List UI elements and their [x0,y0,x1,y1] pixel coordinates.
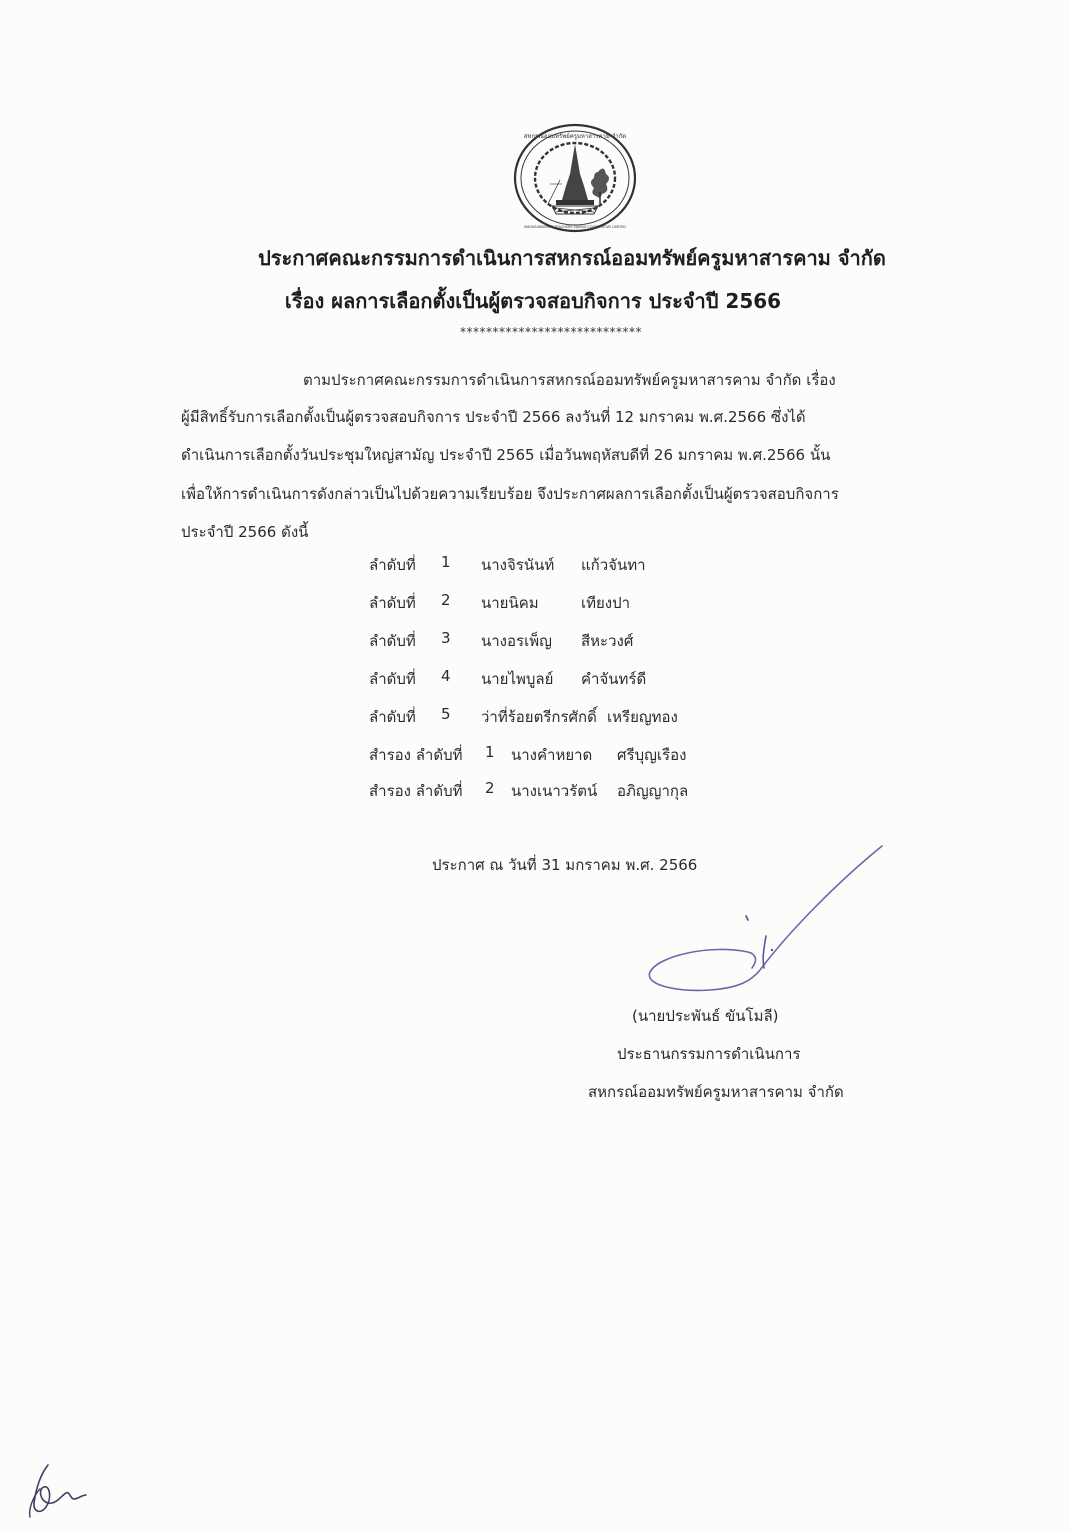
rank-label: ลำดับที่ [369,708,416,726]
first-name: นายนิคม [481,594,539,612]
signatory-name: (นายประพันธ์ ขันโมลี) [632,1007,779,1025]
seal-subtext: MAHASARAKHAM TEACHERS SAVING COOPERATIVE LIMITED [524,225,626,229]
last-name: สีหะวงศ์ [581,632,634,650]
first-name: นายไพบูลย์ [481,670,554,688]
separator-line: **************************** [460,325,642,339]
rank-label: ลำดับที่ [369,556,416,574]
signature-mark [640,840,890,1000]
announce-date: ประกาศ ณ วันที่ 31 มกราคม พ.ศ. 2566 [432,856,698,874]
first-name: นางคำหยาด [511,746,593,764]
rank-number: 5 [441,705,451,723]
body-line-2: ผู้มีสิทธิ์รับการเลือกตั้งเป็นผู้ตรวจสอบกิจการ ประจำปี 2566 ลงวันที่ 12 มกราคม พ.ศ.2566 ซึ่งได้ [181,408,806,426]
signatory-position: ประธานกรรมการดำเนินการ [617,1045,801,1063]
last-name: เทียงปา [581,594,631,612]
rank-number: 3 [441,629,451,647]
reserve-label: สำรอง ลำดับที่ [369,782,463,800]
body-line-4: เพื่อให้การดำเนินการดังกล่าวเป็นไปด้วยความเรียบร้อย จึงประกาศผลการเลือกตั้งเป็นผู้ตรวจสอบกิจการ [181,485,839,503]
last-name: แก้วจันทา [581,556,646,574]
announcement-subject: เรื่อง ผลการเลือกตั้งเป็นผู้ตรวจสอบกิจการ ประจำปี 2566 [284,289,782,313]
rank-number: 2 [441,591,451,609]
body-line-5: ประจำปี 2566 ดังนี้ [181,523,309,541]
rank-label: ลำดับที่ [369,632,416,650]
handwritten-initials [18,1455,98,1525]
reserve-number: 1 [485,743,495,761]
last-name: อภิญญากุล [617,782,689,800]
last-name: คำจันทร์ดี [581,670,647,688]
last-name: ศรีบุญเรือง [617,746,687,764]
first-name: ว่าที่ร้อยตรีกรศักดิ์ [481,708,597,726]
reserve-label: สำรอง ลำดับที่ [369,746,463,764]
first-name: นางอรเพ็ญ [481,632,552,650]
cooperative-seal-logo [512,122,638,234]
last-name: เหรียญทอง [607,708,678,726]
first-name: นางเนาวรัตน์ [511,782,598,800]
body-line-1: ตามประกาศคณะกรรมการดำเนินการสหกรณ์ออมทรัพย์ครูมหาสารคาม จำกัด เรื่อง [303,371,836,389]
reserve-number: 2 [485,779,495,797]
first-name: นางจิรนันท์ [481,556,555,574]
signatory-organization: สหกรณ์ออมทรัพย์ครูมหาสารคาม จำกัด [588,1083,844,1101]
rank-label: ลำดับที่ [369,594,416,612]
seal-text: สหกรณ์ออมทรัพย์ครูมหาสารคาม จำกัด [523,133,627,140]
rank-number: 4 [441,667,451,685]
body-line-3: ดำเนินการเลือกตั้งวันประชุมใหญ่สามัญ ประจำปี 2565 เมื่อวันพฤหัสบดีที่ 26 มกราคม พ.ศ.2566 นั้น [181,446,831,464]
announcement-title: ประกาศคณะกรรมการดำเนินการสหกรณ์ออมทรัพย์ครูมหาสารคาม จำกัด [258,246,886,270]
rank-number: 1 [441,553,451,571]
rank-label: ลำดับที่ [369,670,416,688]
